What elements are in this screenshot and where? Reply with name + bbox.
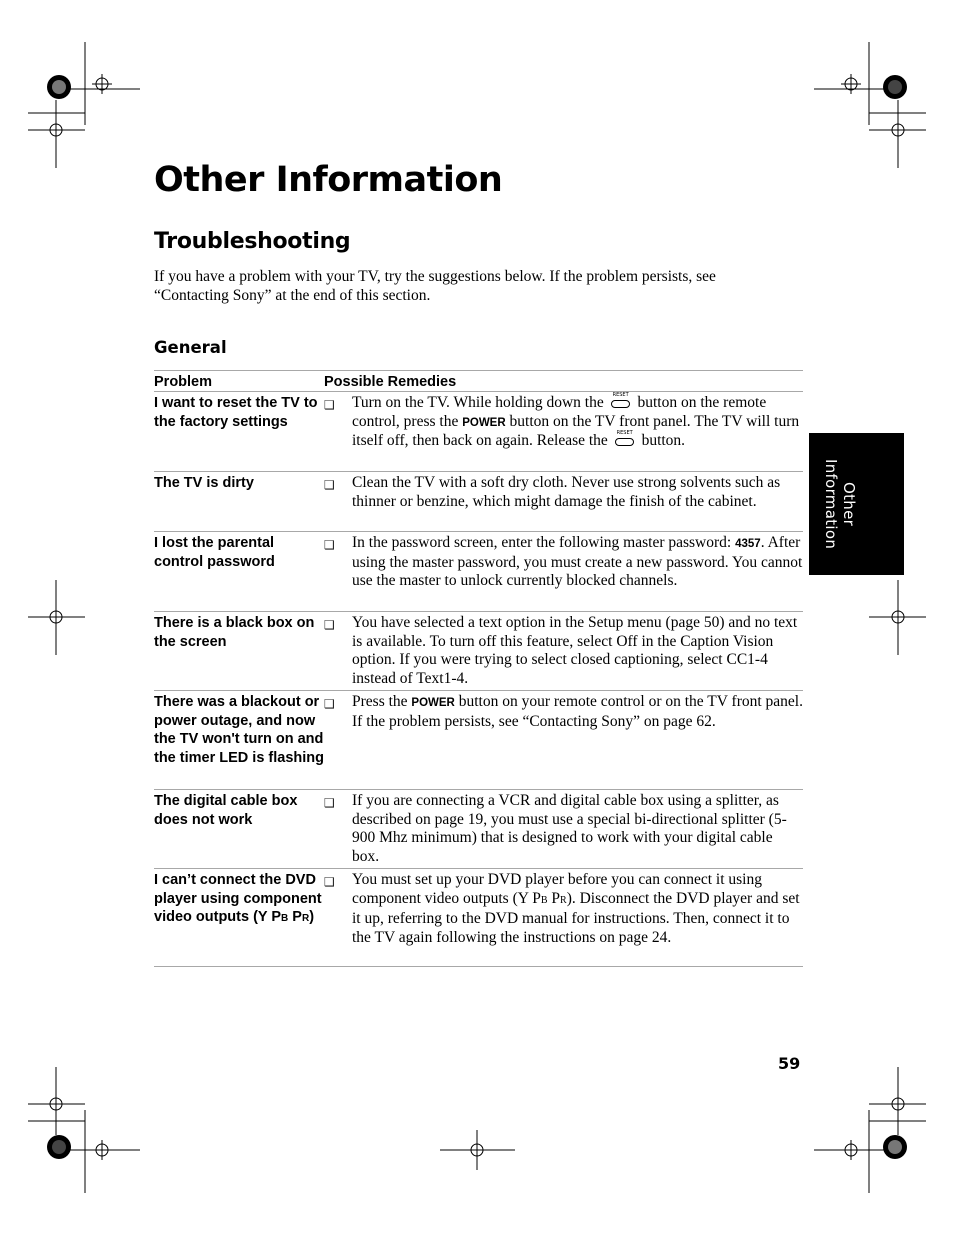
table-header (154, 370, 803, 392)
troubleshooting-table (154, 370, 803, 967)
section-title: Troubleshooting (154, 229, 351, 254)
checkbox-bullet-icon: ❑ (324, 398, 335, 412)
master-password-code: 4357 (735, 538, 761, 550)
reset-icon-label: RESET (612, 392, 629, 398)
power-key-label: POWER (411, 697, 455, 709)
problem-text: P (288, 909, 302, 926)
remedy-text: You must set up your DVD player before you can connect it using component video outputs (Y P (352, 871, 762, 907)
remedy-text: ). Disconnect the DVD player and set it up, referring to the DVD manual for instructions. Then, connect it to the TV again following the instructions on page 24. (352, 889, 800, 946)
remedy-text: button on the TV front panel. The TV will turn itself off, then back on again. Release the (352, 412, 800, 450)
problem-cell: I lost the parental control password (154, 535, 275, 570)
table-row (154, 691, 803, 790)
checkbox-bullet-icon: ❑ (324, 618, 335, 632)
checkbox-bullet-icon: ❑ (324, 875, 335, 889)
remedy-cell (352, 869, 803, 966)
remedy-text: button on the remote control, press the (352, 394, 767, 430)
subscript: B (281, 913, 289, 925)
chapter-side-tab-label: Other Information (822, 458, 858, 550)
table-row (154, 612, 803, 691)
problem-cell: There is a black box on the screen (154, 615, 315, 650)
remedy-cell: If you are connecting a VCR and digital cable box using a splitter, as described on page 19, you must use a special bi-directional splitter (5-900 Mhz minimum) that is designed to work with your digital cable box. (352, 792, 787, 865)
problem-cell: The TV is dirty (154, 475, 254, 491)
remedy-text: . After using the master password, you must create a new password. You cannot use the master to unlock currently blocked channels. (352, 534, 803, 590)
table-row (154, 392, 803, 472)
checkbox-bullet-icon: ❑ (324, 478, 335, 492)
remedy-cell: Clean the TV with a soft dry cloth. Never use strong solvents such as thinner or benzine, which might damage the finish of the cabinet. (352, 474, 781, 510)
checkbox-bullet-icon: ❑ (324, 538, 335, 552)
subscript: B (540, 894, 548, 906)
subscript: R (301, 913, 310, 925)
remedy-text: button on your remote control or on the TV front panel. If the problem persists, see “Contacting Sony” on page 62. (352, 693, 803, 730)
header-remedies: Possible Remedies (324, 374, 457, 390)
remedy-cell: You have selected a text option in the Setup menu (page 50) and no text is available. To turn off this feature, select Off in the Caption Vision option. If you were trying to select closed captioning, select CC1-4 instead of Text1-4. (352, 614, 798, 687)
problem-cell (154, 869, 324, 966)
reset-icon-label: RESET (616, 430, 633, 437)
header-problem: Problem (154, 374, 213, 390)
intro-paragraph: If you have a problem with your TV, try the suggestions below. If the problem persists, see “Contacting Sony” at the end of this section. (154, 268, 716, 304)
problem-cell: I want to reset the TV to the factory settings (154, 395, 318, 430)
remedy-cell (352, 532, 803, 611)
subsection-title: General (154, 338, 227, 357)
table-row (154, 869, 803, 967)
table-row (154, 790, 803, 869)
remedy-text: Turn on the TV. While holding down the (352, 394, 604, 411)
checkbox-bullet-icon: ❑ (324, 697, 335, 711)
problem-cell: There was a blackout or power outage, and now the TV won't turn on and the timer LED is flashing (154, 694, 324, 766)
checkbox-bullet-icon: ❑ (324, 796, 335, 810)
remedy-text: In the password screen, enter the following master password: (352, 534, 732, 551)
remedy-text: Press the (352, 693, 408, 710)
remedy-text: button. (641, 432, 686, 450)
problem-text: I can’t connect the DVD player using component video outputs (Y P (154, 872, 322, 926)
page-title: Other Information (154, 160, 503, 200)
remedy-text: P (547, 889, 561, 907)
remedy-cell (352, 691, 803, 789)
problem-text: ) (309, 909, 315, 926)
problem-cell: The digital cable box does not work (154, 793, 298, 828)
reset-button-icon (610, 392, 632, 409)
subscript: R (560, 894, 567, 906)
reset-button-icon (614, 430, 636, 447)
table-row (154, 472, 803, 532)
remedy-cell (352, 392, 803, 471)
page-number: 59 (778, 1054, 801, 1073)
table-row (154, 532, 803, 612)
power-key-label: POWER (462, 416, 506, 429)
